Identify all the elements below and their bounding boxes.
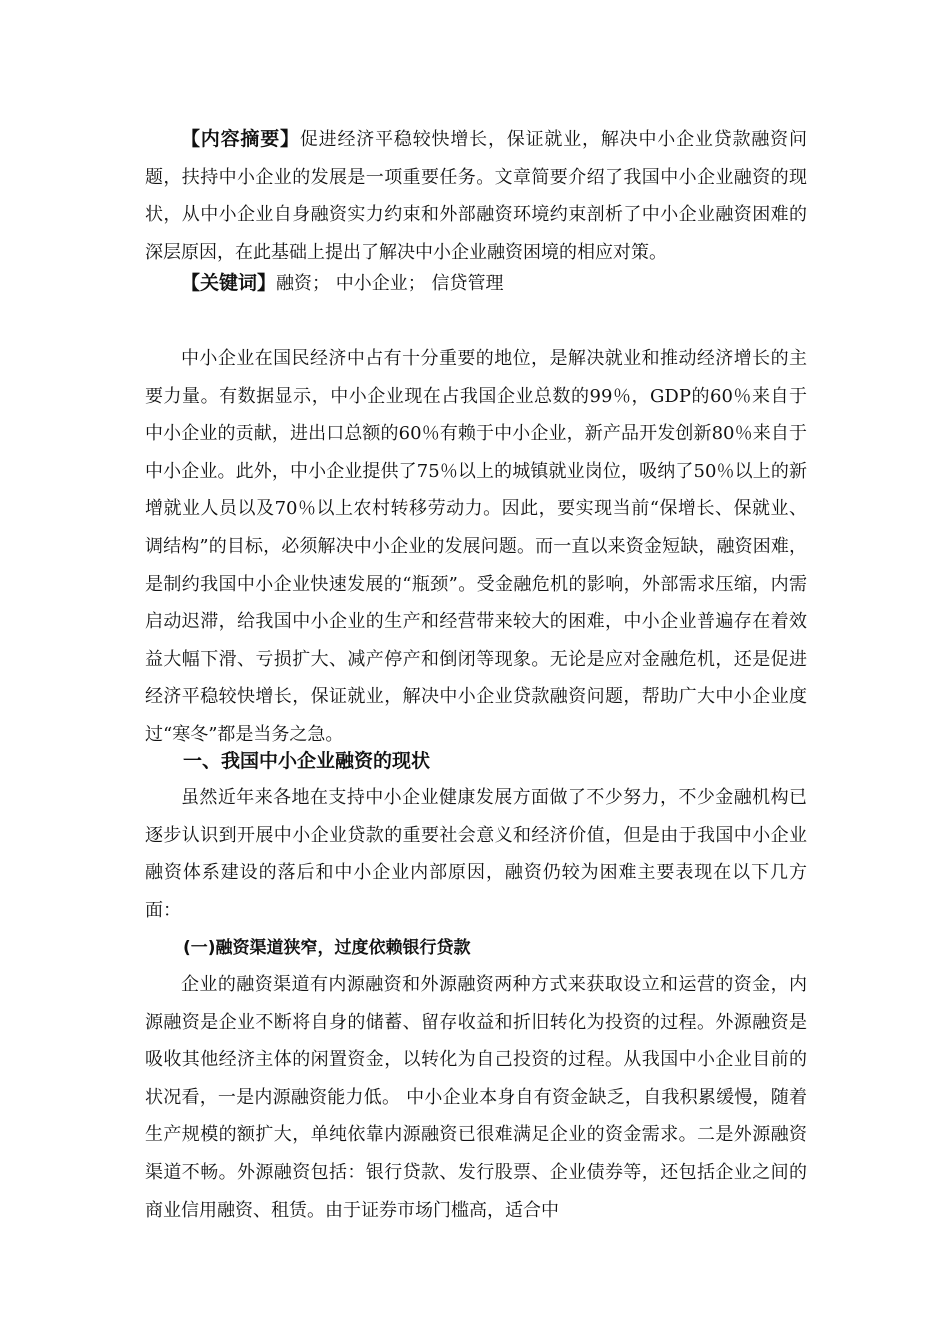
intro-paragraph: 中小企业在国民经济中占有十分重要的地位，是解决就业和推动经济增长的主要力量。有数据显示，中小企业现在占我国企业总数的99％，GDP的60％来自于中小企业的贡献，进出口总额的60％有赖于中小企业，新产品开发创新80％来自于中小企业。此外，中小企业提供了75％以上的城镇就业岗位，吸纳了50％以上的新增就业人员以及70％以上农村转移劳动力。因此，要实现当前“保增长、保就业、调结构”的目标，必须解决中小企业的发展问题。而一直以来资金短缺，融资困难，是制约我国中小企业快速发展的“瓶颈”。受金融危机的影响，外部需求压缩，内需启动迟滞，给我国中小企业的生产和经营带来较大的困难，中小企业普遍存在着效益大幅下滑、亏损扩大、减产停产和倒闭等现象。无论是应对金融危机，还是促进经济平稳较快增长，保证就业，解决中小企业贷款融资问题，帮助广大中小企业度过“寒冬”都是当务之急。 bbox=[145, 348, 807, 745]
keywords-paragraph bbox=[145, 265, 807, 303]
keywords-text: 融资； 中小企业； 信贷管理 bbox=[276, 273, 504, 294]
subsection-heading: (一)融资渠道狭窄，过度依赖银行贷款 bbox=[183, 938, 471, 958]
section-paragraph: 虽然近年来各地在支持中小企业健康发展方面做了不少努力，不少金融机构已逐步认识到开展中小企业贷款的重要社会意义和经济价值，但是由于我国中小企业融资体系建设的落后和中小企业内部原因，融资仍较为困难主要表现在以下几方面： bbox=[145, 787, 807, 921]
abstract-text: 促进经济平稳较快增长，保证就业，解决中小企业贷款融资问题，扶持中小企业的发展是一项重要任务。文章简要介绍了我国中小企业融资的现状，从中小企业自身融资实力约束和外部融资环境约束剖析了中小企业融资困难的深层原因，在此基础上提出了解决中小企业融资困境的相应对策。 bbox=[145, 129, 807, 263]
keywords-label: 【关键词】 bbox=[181, 272, 277, 294]
section-heading: 一、我国中小企业融资的现状 bbox=[183, 750, 431, 772]
abstract-label: 【内容摘要】 bbox=[181, 128, 300, 150]
abstract-paragraph bbox=[145, 121, 807, 271]
subsection-paragraph: 企业的融资渠道有内源融资和外源融资两种方式来获取设立和运营的资金，内源融资是企业不断将自身的储蓄、留存收益和折旧转化为投资的过程。外源融资是吸收其他经济主体的闲置资金，以转化为自己投资的过程。从我国中小企业目前的状况看，一是内源融资能力低。 中小企业本身自有资金缺乏，自我积累缓慢，随着生产规模的额扩大，单纯依靠内源融资已很难满足企业的资金需求。二是外源融资渠道不畅。外源融资包括：银行贷款、发行股票、企业债券等，还包括企业之间的商业信用融资、租赁。由于证券市场门槛高，适合中 bbox=[145, 974, 807, 1221]
